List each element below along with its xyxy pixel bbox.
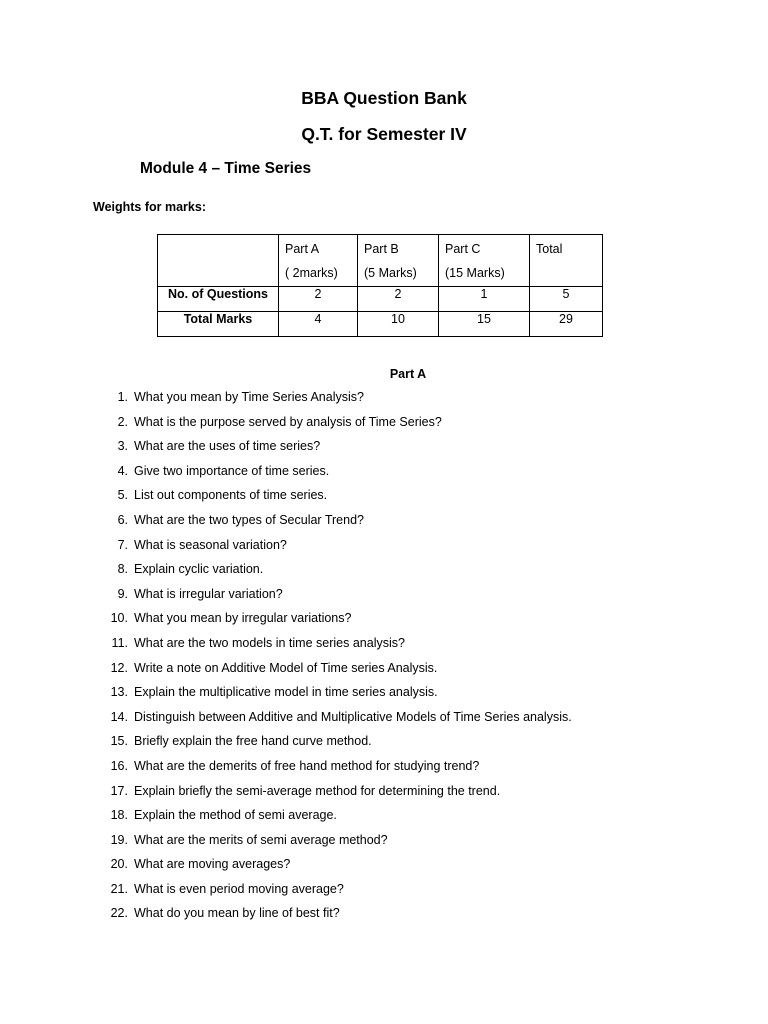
question-number: 10.	[110, 611, 128, 626]
row-label: Total Marks	[158, 312, 279, 337]
header-marks: (5 Marks)	[364, 266, 417, 280]
table-cell: 5	[530, 287, 603, 312]
table-cell: 2	[279, 287, 358, 312]
list-item	[0, 832, 572, 857]
table-cell: 2	[358, 287, 439, 312]
list-item	[0, 783, 572, 808]
question-number: 17.	[110, 783, 128, 798]
list-item	[0, 487, 572, 512]
question-text: What are the two models in time series analysis?	[134, 635, 405, 650]
list-item	[0, 537, 572, 562]
question-text: Distinguish between Additive and Multiplicative Models of Time Series analysis.	[134, 709, 572, 724]
document-title: BBA Question Bank	[301, 88, 467, 108]
header-label: Part A	[285, 242, 320, 256]
document-subtitle: Q.T. for Semester IV	[301, 124, 467, 144]
question-number: 20.	[110, 857, 128, 872]
question-text: What are moving averages?	[134, 857, 291, 872]
question-text: Write a note on Additive Model of Time series Analysis.	[134, 660, 438, 675]
question-number: 7.	[117, 537, 128, 552]
question-number: 15.	[110, 734, 128, 749]
question-number: 1.	[117, 390, 128, 404]
table-cell: 1	[439, 287, 530, 312]
list-item	[0, 684, 572, 709]
question-text: What is seasonal variation?	[134, 537, 287, 552]
question-number: 4.	[117, 463, 128, 478]
question-text: List out components of time series.	[134, 488, 328, 503]
question-number: 21.	[110, 881, 128, 896]
weights-label: Weights for marks:	[93, 200, 206, 214]
marks-weight-table	[157, 234, 603, 337]
list-item	[0, 438, 572, 463]
header-marks: (15 Marks)	[445, 266, 505, 280]
question-number: 19.	[110, 832, 128, 847]
header-label: Total	[536, 242, 563, 256]
list-item	[0, 610, 572, 635]
list-item	[0, 389, 572, 414]
question-list	[0, 389, 572, 930]
table-cell: 10	[358, 312, 439, 337]
question-number: 16.	[110, 758, 128, 773]
question-number: 2.	[117, 414, 128, 429]
question-text: What are the demerits of free hand method for studying trend?	[134, 758, 480, 773]
part-a-heading: Part A	[389, 367, 427, 381]
list-item	[0, 905, 572, 930]
list-item	[0, 709, 572, 734]
question-number: 13.	[110, 685, 128, 700]
question-text: What is even period moving average?	[134, 881, 344, 896]
list-item	[0, 414, 572, 439]
table-header-empty	[158, 235, 279, 287]
question-number: 8.	[117, 562, 128, 577]
list-item	[0, 881, 572, 906]
question-number: 9.	[117, 586, 128, 601]
table-header-row	[158, 235, 603, 287]
list-item	[0, 807, 572, 832]
question-number: 22.	[110, 906, 128, 921]
list-item	[0, 635, 572, 660]
table-header-part-c	[439, 235, 530, 287]
list-item	[0, 561, 572, 586]
question-text: Briefly explain the free hand curve method.	[134, 734, 372, 749]
row-label: No. of Questions	[158, 287, 279, 312]
table-header-part-a	[279, 235, 358, 287]
table-cell: 15	[439, 312, 530, 337]
question-text: Explain briefly the semi-average method for determining the trend.	[134, 783, 501, 798]
header-marks: ( 2marks)	[285, 266, 338, 280]
question-number: 6.	[117, 512, 128, 527]
list-item	[0, 512, 572, 537]
question-text: What are the two types of Secular Trend?	[134, 512, 364, 527]
question-text: What is the purpose served by analysis of Time Series?	[134, 414, 442, 429]
question-text: What are the merits of semi average method?	[134, 832, 388, 847]
question-text: Explain cyclic variation.	[134, 562, 264, 577]
header-label: Part C	[445, 242, 481, 256]
question-text: Explain the multiplicative model in time series analysis.	[134, 685, 438, 700]
question-number: 11.	[111, 635, 128, 650]
list-item	[0, 733, 572, 758]
question-text: Explain the method of semi average.	[134, 808, 337, 823]
question-text: What you mean by irregular variations?	[134, 611, 352, 626]
question-number: 14.	[110, 709, 128, 724]
question-number: 18.	[110, 808, 128, 823]
table-header-total	[530, 235, 603, 287]
list-item	[0, 660, 572, 685]
list-item	[0, 758, 572, 783]
question-text: What is irregular variation?	[134, 586, 283, 601]
question-text: What you mean by Time Series Analysis?	[134, 390, 364, 404]
question-text: What are the uses of time series?	[134, 439, 321, 454]
table-cell: 29	[530, 312, 603, 337]
list-item	[0, 856, 572, 881]
table-header-part-b	[358, 235, 439, 287]
question-text: What do you mean by line of best fit?	[134, 906, 340, 921]
question-number: 12.	[110, 660, 128, 675]
table-cell: 4	[279, 312, 358, 337]
list-item	[0, 586, 572, 611]
question-text: Give two importance of time series.	[134, 463, 330, 478]
question-number: 5.	[117, 488, 128, 503]
table-row	[158, 287, 603, 312]
list-item	[0, 463, 572, 488]
header-label: Part B	[364, 242, 399, 256]
module-heading: Module 4 – Time Series	[140, 160, 312, 177]
question-number: 3.	[117, 439, 128, 454]
table-row	[158, 312, 603, 337]
